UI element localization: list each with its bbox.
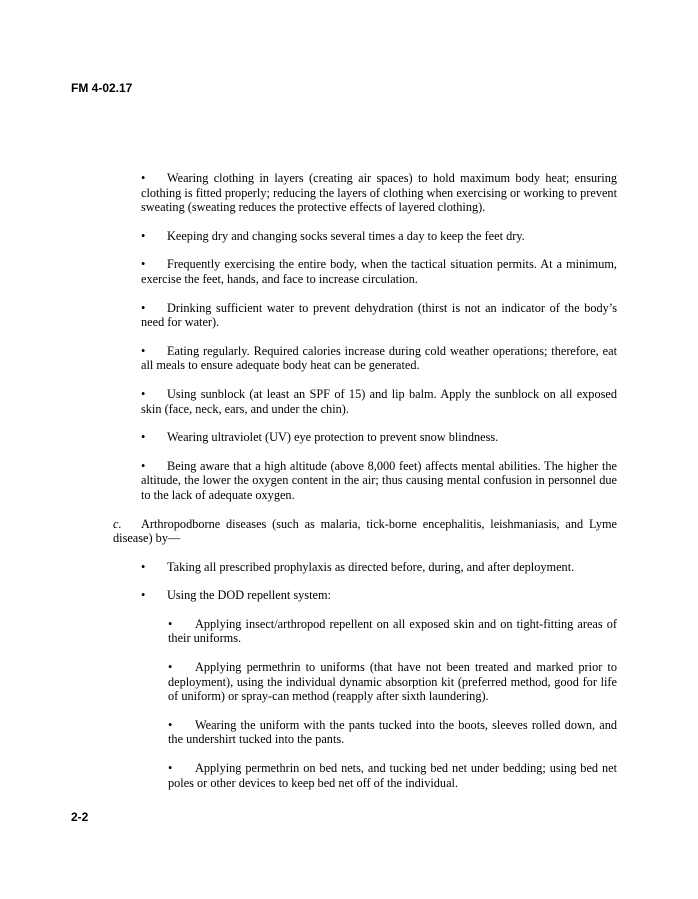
sub-bullet-paragraph: • Applying permethrin to uniforms (that have not been treated and marked prior to deployment), using the individual dynamic absorption kit (preferred method, good for life of uniform) or spray-can method (reapply after sixth laundering). xyxy=(168,660,617,704)
bullet-paragraph: • Using sunblock (at least an SPF of 15) and lip balm. Apply the sunblock on all exposed skin (face, neck, ears, and under the chin). xyxy=(141,386,617,416)
bullet-paragraph: • Wearing clothing in layers (creating air spaces) to hold maximum body heat; ensuring clothing is fitted properly; reducing the layers of clothing when exercising or working to prevent sweating (sweating reduces the protective effects of layered clothing). xyxy=(141,171,617,215)
bullet-icon: • xyxy=(141,343,146,358)
bullet-icon: • xyxy=(141,386,146,401)
sub-bullet-paragraph: • Applying permethrin on bed nets, and tucking bed net under bedding; using bed net poles or other devices to keep bed net off of the individual. xyxy=(168,761,617,790)
bullet-paragraph: • Taking all prescribed prophylaxis as directed before, during, and after deployment. xyxy=(141,559,575,574)
bullet-paragraph: • Keeping dry and changing socks several times a day to keep the feet dry. xyxy=(141,228,525,243)
document-body xyxy=(71,171,617,804)
bullet-icon: • xyxy=(168,660,173,675)
bullet-icon: • xyxy=(141,257,146,272)
bullet-icon: • xyxy=(168,717,173,732)
bullet-paragraph: • Using the DOD repellent system: xyxy=(141,588,331,603)
bullet-paragraph: • Drinking sufficient water to prevent dehydration (thirst is not an indicator of the body’s need for water). xyxy=(141,300,617,330)
bullet-icon: • xyxy=(141,430,146,445)
bullet-icon: • xyxy=(141,458,146,473)
page-header-doc-id: FM 4-02.17 xyxy=(71,81,133,95)
section-letter: c. xyxy=(113,516,122,531)
bullet-icon: • xyxy=(168,616,173,631)
bullet-icon: • xyxy=(141,171,146,185)
bullet-paragraph: • Frequently exercising the entire body, when the tactical situation permits. At a minimum, exercise the feet, hands, and face to increase circulation. xyxy=(141,257,617,286)
bullet-paragraph: • Being aware that a high altitude (above 8,000 feet) affects mental abilities. The higher the altitude, the lower the oxygen content in the air; thus causing mental confusion in personnel due to the lack of adequate oxygen. xyxy=(141,458,617,502)
sub-bullet-paragraph: • Wearing the uniform with the pants tucked into the boots, sleeves rolled down, and the undershirt tucked into the pants. xyxy=(168,717,617,747)
bullet-icon: • xyxy=(141,588,146,603)
bullet-icon: • xyxy=(168,761,173,776)
bullet-icon: • xyxy=(141,559,146,574)
page-footer-number: 2-2 xyxy=(71,810,89,824)
bullet-icon: • xyxy=(141,228,146,243)
sub-bullet-paragraph: • Applying insect/arthropod repellent on all exposed skin and on tight-fitting areas of their uniforms. xyxy=(168,616,617,646)
section-c-paragraph: c. Arthropodborne diseases (such as malaria, tick-borne encephalitis, leishmaniasis, and Lyme disease) by— xyxy=(113,516,617,546)
bullet-icon: • xyxy=(141,300,146,315)
bullet-paragraph: • Eating regularly. Required calories increase during cold weather operations; therefore, eat all meals to ensure adequate body heat can be generated. xyxy=(141,343,617,373)
bullet-paragraph: • Wearing ultraviolet (UV) eye protection to prevent snow blindness. xyxy=(141,430,499,445)
